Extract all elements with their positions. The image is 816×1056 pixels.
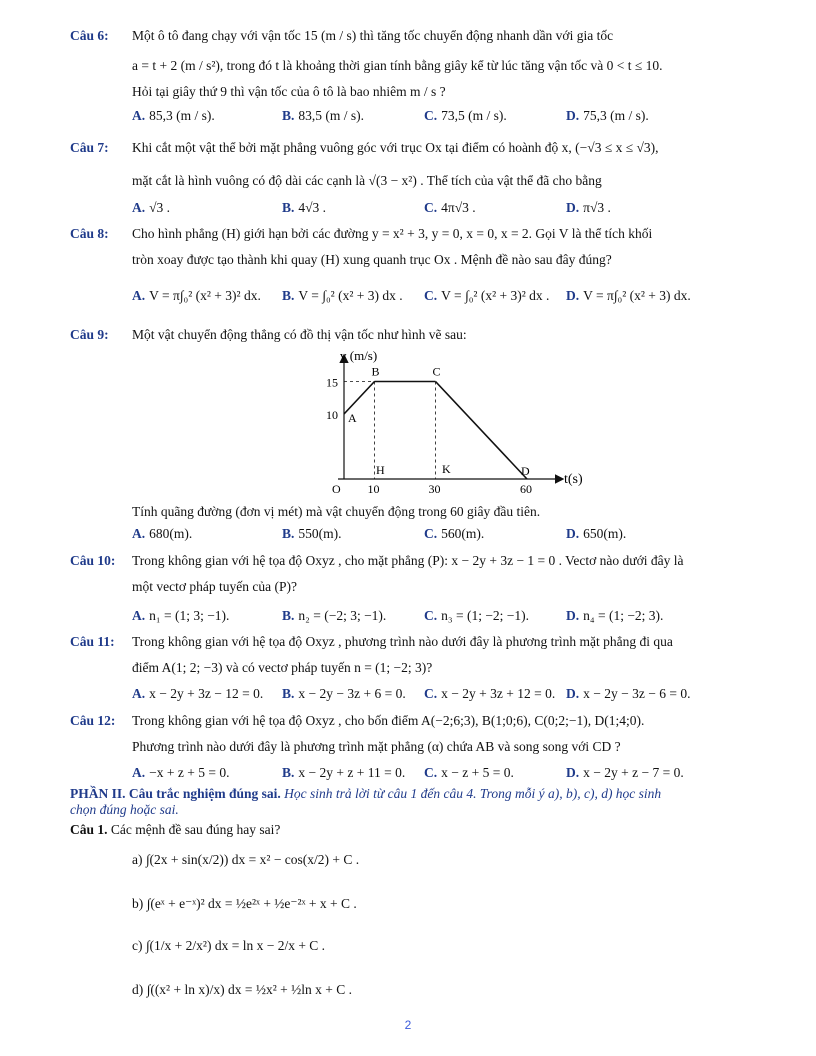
- question-number: Câu 1.: [70, 822, 108, 837]
- option-b[interactable]: B. 4√3 .: [282, 200, 327, 215]
- origin-label: O: [332, 482, 341, 496]
- question-number: Câu 8:: [70, 226, 109, 241]
- question-text: Hỏi tại giây thứ 9 thì vận tốc của ô tô là bao nhiêm m / s ?: [132, 84, 446, 99]
- question-text: Khi cắt một vật thể bởi mặt phẳng vuông góc với trục Ox tại điểm có hoành độ x, (−√3 ≤ x ≤ √3),: [132, 140, 659, 155]
- option-a[interactable]: A. x − 2y + 3z − 12 = 0.: [132, 686, 264, 701]
- y-axis-label: v (m/s): [340, 348, 378, 363]
- option-a[interactable]: A. V = π∫₀² (x² + 3)² dx.: [132, 288, 261, 303]
- velocity-time-graph: [300, 344, 600, 496]
- option-b[interactable]: B. V = ∫₀² (x² + 3) dx .: [282, 288, 403, 303]
- question-number: Câu 10:: [70, 553, 116, 568]
- part-2-title: PHẦN II. Câu trắc nghiệm đúng sai.: [70, 786, 281, 801]
- question-text: Các mệnh đề sau đúng hay sai?: [110, 822, 281, 837]
- statement-a[interactable]: a) ∫(2x + sin(x/2)) dx = x² − cos(x/2) + C .: [132, 852, 360, 867]
- question-text: mặt cắt là hình vuông có độ dài các cạnh là √(3 − x²) . Thể tích của vật thể đã cho bằng: [132, 173, 602, 188]
- question-text: Trong không gian với hệ tọa độ Oxyz , cho bốn điểm A(−2;6;3), B(1;0;6), C(0;2;−1), D(1;4;0).: [132, 713, 645, 728]
- option-d[interactable]: D. 75,3 (m / s).: [566, 108, 649, 123]
- option-a[interactable]: A. n₁ = (1; 3; −1).: [132, 608, 230, 623]
- question-number: Câu 12:: [70, 713, 116, 728]
- option-d[interactable]: D. x − 2y − 3z − 6 = 0.: [566, 686, 691, 701]
- x-axis-label: t(s): [564, 472, 583, 487]
- true-false-question-1: [70, 822, 280, 838]
- question-number: Câu 9:: [70, 327, 109, 342]
- question-text: Cho hình phẳng (H) giới hạn bởi các đường y = x² + 3, y = 0, x = 0, x = 2. Gọi V là thể tích khối: [132, 226, 653, 241]
- option-c[interactable]: C. V = ∫₀² (x² + 3)² dx .: [424, 288, 550, 303]
- option-b[interactable]: B. 550(m).: [282, 526, 342, 541]
- question-text: Một ô tô đang chạy với vận tốc 15 (m / s) thì tăng tốc chuyển động nhanh dần với gia tốc: [132, 28, 614, 43]
- option-a[interactable]: A. √3 .: [132, 200, 171, 215]
- option-b[interactable]: B. x − 2y − 3z + 6 = 0.: [282, 686, 406, 701]
- option-a[interactable]: A. −x + z + 5 = 0.: [132, 765, 230, 780]
- option-a[interactable]: A. 680(m).: [132, 526, 193, 541]
- answer-options: [132, 686, 756, 704]
- x-tick-label: 30: [428, 482, 441, 496]
- option-c[interactable]: C. 73,5 (m / s).: [424, 108, 507, 123]
- part-2-instructions: Học sinh trả lời từ câu 1 đến câu 4. Trong mỗi ý a), b), c), d) học sinh: [284, 786, 662, 801]
- question-text: Trong không gian với hệ tọa độ Oxyz , cho mặt phẳng (P): x − 2y + 3z − 1 = 0 . Vectơ nào dưới đây là: [132, 553, 684, 568]
- option-c[interactable]: C. 4π√3 .: [424, 200, 476, 215]
- question-text: một vectơ pháp tuyến của (P)?: [132, 579, 297, 594]
- question-number: Câu 6:: [70, 28, 109, 43]
- question-text: Trong không gian với hệ tọa độ Oxyz , phương trình nào dưới đây là phương trình mặt phẳng đi qua: [132, 634, 673, 649]
- option-b[interactable]: B. n₂ = (−2; 3; −1).: [282, 608, 387, 623]
- option-b[interactable]: B. x − 2y + z + 11 = 0.: [282, 765, 406, 780]
- option-b[interactable]: B. 83,5 (m / s).: [282, 108, 365, 123]
- part-2-heading: [70, 786, 760, 818]
- option-c[interactable]: C. n₃ = (1; −2; −1).: [424, 608, 530, 623]
- part-2-instructions-cont: chọn đúng hoặc sai.: [70, 802, 179, 817]
- option-d[interactable]: D. x − 2y + z − 7 = 0.: [566, 765, 684, 780]
- option-d[interactable]: D. 650(m).: [566, 526, 627, 541]
- answer-options: [132, 526, 756, 544]
- option-a[interactable]: A. 85,3 (m / s).: [132, 108, 215, 123]
- velocity-segment: [344, 382, 375, 415]
- x-tick-label: 60: [520, 482, 532, 496]
- option-d[interactable]: D. V = π∫₀² (x² + 3) dx.: [566, 288, 691, 303]
- question-text: a = t + 2 (m / s²), trong đó t là khoảng thời gian tính bằng giây kể từ lúc tăng vận tốc và 0 < t ≤ 10.: [132, 58, 663, 73]
- question-text: Tính quãng đường (đơn vị mét) mà vật chuyển động trong 60 giây đầu tiên.: [132, 504, 541, 519]
- option-c[interactable]: C. 560(m).: [424, 526, 485, 541]
- point-label: D: [521, 464, 530, 478]
- question-number: Câu 11:: [70, 634, 115, 649]
- page-number: 2: [404, 1018, 412, 1032]
- question-text: Một vật chuyển động thẳng có đồ thị vận tốc như hình vẽ sau:: [132, 327, 467, 342]
- answer-options: [132, 765, 756, 783]
- question-text: tròn xoay được tạo thành khi quay (H) xung quanh trục Ox . Mệnh đề nào sau đây đúng?: [132, 252, 612, 267]
- option-c[interactable]: C. x − z + 5 = 0.: [424, 765, 514, 780]
- x-tick-label: 10: [367, 482, 380, 496]
- question-number: Câu 7:: [70, 140, 109, 155]
- point-label: B: [371, 364, 380, 379]
- option-c[interactable]: C. x − 2y + 3z + 12 = 0.: [424, 686, 556, 701]
- statement-b[interactable]: b) ∫(eˣ + e⁻ˣ)² dx = ½e²ˣ + ½e⁻²ˣ + x + C .: [132, 896, 357, 911]
- y-tick-label: 15: [326, 375, 338, 390]
- point-label: C: [432, 364, 441, 379]
- point-label-k: K: [442, 462, 451, 476]
- option-d[interactable]: D. π√3 .: [566, 200, 611, 215]
- answer-options: [132, 108, 756, 126]
- answer-options: [132, 288, 756, 306]
- y-tick-label: 10: [326, 408, 338, 422]
- answer-options: [132, 608, 756, 626]
- question-text: Phương trình nào dưới đây là phương trình mặt phẳng (α) chứa AB và song song với CD ?: [132, 739, 621, 754]
- point-label-h: H: [376, 463, 385, 477]
- statement-c[interactable]: c) ∫(1/x + 2/x²) dx = ln x − 2/x + C .: [132, 938, 326, 953]
- statement-d[interactable]: d) ∫((x² + ln x)/x) dx = ½x² + ½ln x + C .: [132, 982, 352, 997]
- answer-options: [132, 200, 756, 218]
- question-text: điểm A(1; 2; −3) và có vectơ pháp tuyến n = (1; −2; 3)?: [132, 660, 433, 675]
- point-label: A: [348, 411, 357, 425]
- option-d[interactable]: D. n₄ = (1; −2; 3).: [566, 608, 664, 623]
